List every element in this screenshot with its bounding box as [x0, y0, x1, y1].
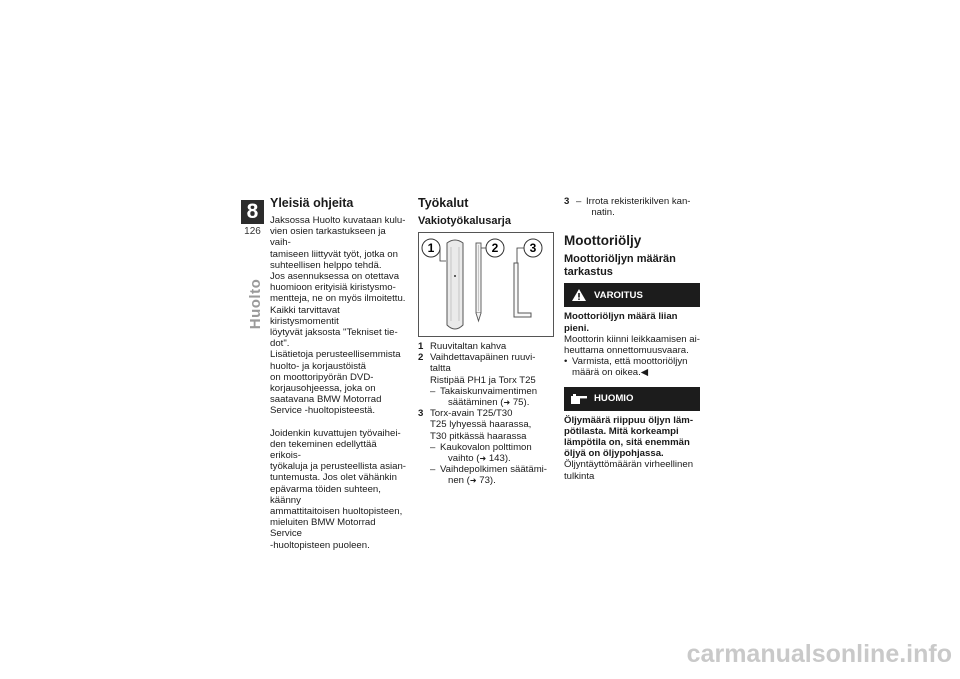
- text-line: ammattitaitoisen huoltopisteen,: [270, 506, 403, 518]
- screwdriver-bit-icon: [476, 243, 481, 321]
- text-line: T30 pitkässä haarassa: [430, 430, 527, 442]
- text-line: mentteja, ne on myös ilmoitettu.: [270, 293, 406, 305]
- section-title-oil: Moottoriöljy: [564, 233, 642, 249]
- subtitle-toolkit: Vakiotyökalusarja: [418, 215, 511, 227]
- text-line: saatavana BMW Motorrad: [270, 394, 382, 406]
- text-line: Vaihdepolkimen säätämi-: [440, 464, 548, 476]
- column-general-info: [270, 196, 408, 551]
- text-line: vien osien tarkastukseen ja vaih-: [270, 226, 386, 249]
- torx-key-icon: [514, 263, 531, 317]
- text-line: Jos asennuksessa on otettava: [270, 271, 400, 283]
- text-line: löytyvät jaksosta "Tekniset tie-: [270, 327, 398, 339]
- text-line: määrä on oikea.◀: [572, 367, 649, 379]
- text-line: korjausohjeessa, joka on: [270, 383, 376, 395]
- text-line: T25 lyhyessä haarassa,: [430, 419, 532, 431]
- tool-item-2: [418, 352, 554, 386]
- callout-label-2: 2: [491, 241, 499, 255]
- section-title-general: Yleisiä ohjeita: [270, 196, 354, 210]
- text-line: työkaluja ja perusteellista asian-: [270, 461, 406, 473]
- text-line: den tekeminen edellyttää erikois-: [270, 438, 377, 462]
- chapter-name-vertical: Huolto: [247, 278, 264, 330]
- watermark: carmanualsonline.info: [686, 640, 952, 668]
- text-line: pötilasta. Mitä korkeampi: [564, 425, 679, 437]
- text-line: taltta: [430, 363, 451, 375]
- screwdriver-handle-icon: [447, 240, 463, 329]
- text-line: säätäminen (➜ 75).: [440, 397, 554, 408]
- text-line: Moottorin kiinni leikkaamisen ai-: [564, 333, 700, 345]
- text-line: Vaihdettavapäinen ruuvi-: [430, 352, 536, 364]
- chapter-number: 8: [241, 200, 264, 224]
- text-line: huomioon erityisiä kiristysmo-: [270, 282, 396, 294]
- text-line: Service -huoltopisteestä.: [270, 405, 376, 417]
- text-line: Öljyntäyttömäärän virheellinen: [564, 459, 694, 471]
- item-number: 3: [564, 196, 570, 207]
- text-line: Irrota rekisterikilven kan-: [586, 196, 691, 207]
- text-line: Kaukovalon polttimon: [440, 441, 532, 453]
- bullet-item: • Varmista, että moottoriöljyn määrä on oikea.◀: [564, 356, 700, 378]
- item-number: 3: [418, 408, 424, 420]
- sub-item: – Kaukovalon polttimon vaihto (➜ 143).: [418, 442, 554, 464]
- item-text: Ruuvitaltan kahva: [430, 341, 507, 352]
- tool-item-1: [418, 341, 554, 352]
- text-line: Kaikki tarvittavat kiristysmomentit: [270, 304, 340, 327]
- step-item-3: 3 – Irrota rekisterikilven kan- natin.: [564, 196, 691, 219]
- text-line: epävarma töiden suhteen, käänny: [270, 483, 381, 506]
- text-line: huolto- ja korjaustöistä: [270, 360, 366, 372]
- toolkit-illustration: [419, 233, 553, 336]
- warning-label: VAROITUS: [594, 289, 643, 301]
- page-reference-link[interactable]: [479, 453, 486, 464]
- section-title-tools: Työkalut: [418, 196, 469, 210]
- text-line: Öljymäärä riippuu öljyn läm-: [564, 414, 694, 426]
- text-line: Joidenkin kuvattujen työvaihei-: [270, 427, 401, 439]
- text-line: tuntemusta. Jos olet vähänkin: [270, 472, 397, 484]
- item-number: 1: [418, 341, 424, 352]
- callout-label-3: 3: [529, 241, 537, 255]
- text-line: Varmista, että moottoriöljyn: [572, 356, 688, 368]
- item-number: 2: [418, 352, 424, 364]
- pointing-hand-icon: [564, 393, 594, 405]
- text-line: tamiseen liittyvät työt, jotka on: [270, 248, 398, 260]
- sub-item: – Vaihdepolkimen säätämi- nen (➜ 73).: [418, 464, 554, 486]
- text-line: -huoltopisteen puoleen.: [270, 539, 370, 551]
- text-line: Ristipää PH1 ja Torx T25: [430, 374, 536, 386]
- text-line: pieni.: [564, 322, 590, 334]
- text-line: suhteellisen helppo tehdä.: [270, 259, 382, 271]
- page-reference-link[interactable]: [503, 397, 510, 408]
- sub-item: – Takaiskunvaimentimen säätäminen (➜ 75).: [418, 386, 554, 408]
- general-paragraph-1: [270, 215, 408, 417]
- callout-label-1: 1: [427, 241, 435, 255]
- general-paragraph-2: [270, 428, 408, 551]
- warning-banner: [564, 283, 700, 307]
- text-line: nen (➜ 73).: [440, 475, 554, 486]
- subtitle-oil-check: Moottoriöljyn määrän tarkastus: [564, 253, 676, 278]
- text-line: on moottoripyörän DVD-: [270, 371, 374, 383]
- text-line: dot".: [270, 338, 290, 350]
- text-line: mieluiten BMW Motorrad Service: [270, 517, 376, 540]
- text-line: Lisätietoja perusteellisemmista: [270, 349, 401, 361]
- text-line: lämpötila on, sitä enemmän: [564, 437, 690, 449]
- text-line: Takaiskunvaimentimen: [440, 385, 538, 397]
- tool-item-3: [418, 408, 554, 442]
- column-engine-oil: [564, 196, 700, 482]
- page-number: 126: [244, 226, 261, 237]
- text-line: öljyä on öljypohjassa.: [564, 448, 664, 460]
- toolkit-figure: [418, 232, 554, 337]
- text-line: heuttama onnettomuusvaara.: [564, 345, 689, 357]
- warning-triangle-icon: [564, 288, 594, 302]
- text-line: vaihto (➜ 143).: [440, 453, 554, 464]
- note-label: HUOMIO: [594, 393, 634, 405]
- column-tools: [418, 196, 554, 487]
- page-reference-link[interactable]: [470, 475, 477, 486]
- text-line: tulkinta: [564, 470, 595, 482]
- text-line: natin.: [591, 207, 615, 219]
- text-line: Jaksossa Huolto kuvataan kulu-: [270, 215, 406, 226]
- text-line: Moottoriöljyn määrä liian: [564, 311, 678, 323]
- note-banner: [564, 387, 700, 411]
- text-line: Torx-avain T25/T30: [430, 408, 513, 420]
